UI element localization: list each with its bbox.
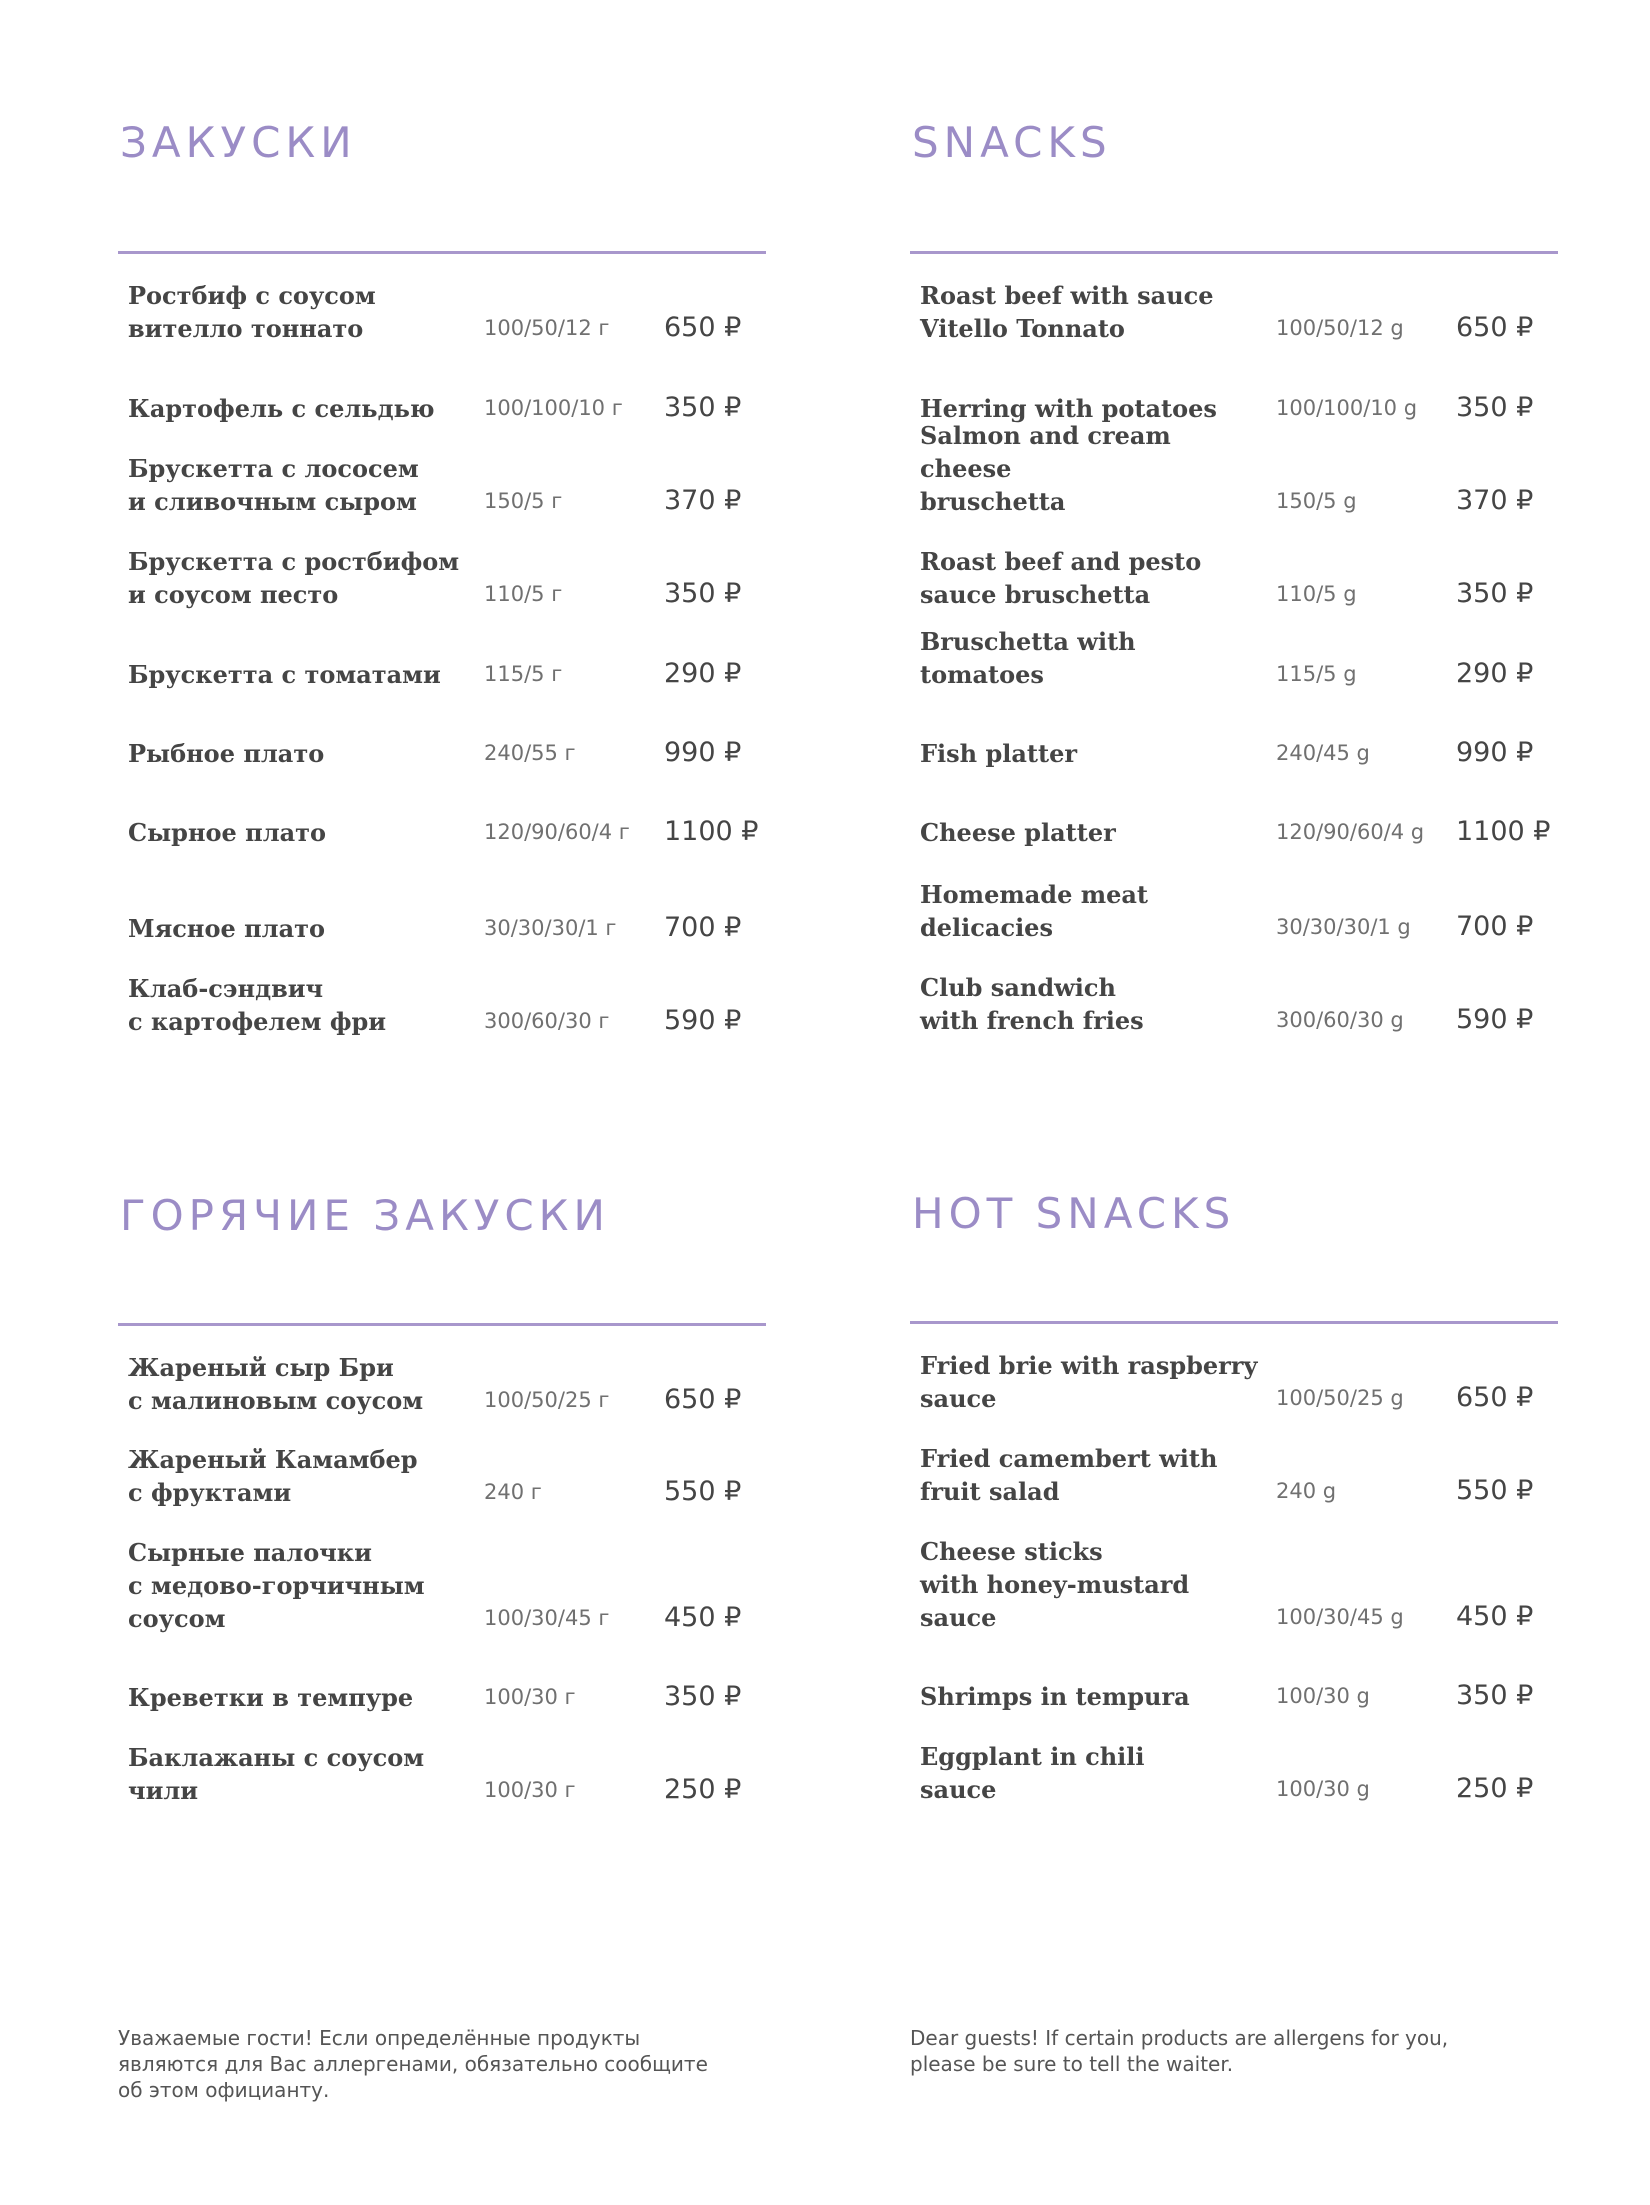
item-price: 350 ₽	[1456, 1680, 1534, 1711]
item-price: 1100 ₽	[1456, 816, 1551, 847]
allergen-notice-ru: Уважаемые гости! Если определённые продукты являются для Вас аллергенами, обязательно сообщите об этом официанту.	[118, 2026, 708, 2102]
item-weight: 100/100/10 g	[1276, 396, 1418, 420]
menu-item	[910, 1680, 1560, 1713]
section-title: SNACKS	[912, 118, 1112, 167]
item-price: 290 ₽	[664, 658, 742, 689]
menu-item	[910, 281, 1560, 345]
allergen-notice-en: Dear guests! If certain products are allergens for you, please be sure to tell the waiter.	[910, 2026, 1449, 2076]
item-price: 370 ₽	[664, 485, 742, 516]
item-weight: 300/60/30 г	[484, 1009, 610, 1033]
item-weight: 100/30/45 г	[484, 1606, 610, 1630]
item-weight: 100/30 g	[1276, 1684, 1370, 1708]
item-weight: 150/5 г	[484, 489, 563, 513]
menu-item	[118, 281, 768, 345]
item-weight: 100/50/12 г	[484, 316, 610, 340]
item-name: Shrimps in tempura	[920, 1682, 1190, 1711]
item-price: 350 ₽	[664, 1681, 742, 1712]
menu-item	[118, 816, 768, 849]
item-weight: 100/30/45 g	[1276, 1605, 1404, 1629]
item-name: Мясное плато	[128, 914, 326, 943]
item-name: Fried camembert with fruit salad	[920, 1444, 1218, 1506]
menu-item	[118, 392, 768, 425]
menu-item	[910, 973, 1560, 1037]
item-weight: 120/90/60/4 г	[484, 820, 630, 844]
item-name: Club sandwich with french fries	[920, 973, 1144, 1035]
item-price: 350 ₽	[1456, 578, 1534, 609]
item-weight: 115/5 г	[484, 662, 563, 686]
item-weight: 100/30 g	[1276, 1777, 1370, 1801]
menu-item	[910, 547, 1560, 611]
item-weight: 100/30 г	[484, 1685, 576, 1709]
item-weight: 100/50/25 г	[484, 1388, 610, 1412]
item-price: 370 ₽	[1456, 485, 1534, 516]
section-divider	[118, 251, 766, 254]
menu-item	[910, 1537, 1560, 1634]
item-name: Homemade meat delicacies	[920, 880, 1148, 942]
menu-item	[118, 1353, 768, 1417]
item-name: Сырные палочки с медово-горчичным соусом	[128, 1538, 425, 1633]
item-weight: 150/5 g	[1276, 489, 1357, 513]
item-name: Баклажаны с соусом чили	[128, 1743, 425, 1805]
item-name: Брускетта с ростбифом и соусом песто	[128, 547, 460, 609]
item-weight: 110/5 г	[484, 582, 563, 606]
menu-item	[118, 658, 768, 691]
item-price: 350 ₽	[664, 392, 742, 423]
item-weight: 120/90/60/4 g	[1276, 820, 1425, 844]
item-name: Roast beef with sauce Vitello Tonnato	[920, 281, 1214, 343]
menu-item	[118, 737, 768, 770]
menu-item	[910, 1351, 1560, 1415]
item-price: 450 ₽	[1456, 1601, 1534, 1632]
item-price: 550 ₽	[1456, 1475, 1534, 1506]
menu-item	[118, 454, 768, 518]
item-weight: 240 g	[1276, 1479, 1337, 1503]
item-name: Herring with potatoes	[920, 394, 1217, 423]
item-price: 650 ₽	[1456, 1382, 1534, 1413]
item-price: 350 ₽	[664, 578, 742, 609]
item-name: Сырное плато	[128, 818, 327, 847]
item-name: Креветки в темпуре	[128, 1683, 414, 1712]
item-weight: 30/30/30/1 g	[1276, 915, 1411, 939]
item-price: 650 ₽	[664, 312, 742, 343]
item-price: 250 ₽	[664, 1774, 742, 1805]
menu-item	[910, 1444, 1560, 1508]
item-weight: 240 г	[484, 1480, 542, 1504]
section-divider	[910, 1321, 1558, 1324]
item-name: Fish platter	[920, 739, 1078, 768]
item-name: Eggplant in chili sauce	[920, 1742, 1145, 1804]
item-name: Клаб-сэндвич с картофелем фри	[128, 974, 387, 1036]
item-name: Roast beef and pesto sauce bruschetta	[920, 547, 1202, 609]
menu-item	[118, 1538, 768, 1635]
item-name: Брускетта с томатами	[128, 660, 441, 689]
item-price: 700 ₽	[1456, 911, 1534, 942]
menu-item	[118, 1681, 768, 1714]
menu-item	[910, 880, 1560, 944]
item-price: 650 ₽	[1456, 312, 1534, 343]
item-price: 590 ₽	[664, 1005, 742, 1036]
item-price: 550 ₽	[664, 1476, 742, 1507]
section-title: ГОРЯЧИЕ ЗАКУСКИ	[120, 1191, 610, 1240]
item-name: Cheese sticks with honey-mustard sauce	[920, 1537, 1190, 1632]
menu-item	[910, 737, 1560, 770]
item-price: 650 ₽	[664, 1384, 742, 1415]
menu-item	[910, 816, 1560, 849]
section-divider	[118, 1323, 766, 1326]
item-weight: 240/55 г	[484, 741, 576, 765]
menu-item	[910, 1742, 1560, 1806]
menu-item	[910, 421, 1560, 518]
item-weight: 240/45 g	[1276, 741, 1370, 765]
menu-item	[118, 1743, 768, 1807]
menu-item	[118, 1445, 768, 1509]
menu-item	[118, 912, 768, 945]
item-price: 700 ₽	[664, 912, 742, 943]
section-divider	[910, 251, 1558, 254]
item-price: 990 ₽	[1456, 737, 1534, 768]
item-name: Рыбное плато	[128, 739, 325, 768]
section-title: ЗАКУСКИ	[120, 118, 357, 167]
item-name: Брускетта с лососем и сливочным сыром	[128, 454, 419, 516]
item-weight: 110/5 g	[1276, 582, 1357, 606]
item-name: Картофель с сельдью	[128, 394, 435, 423]
item-weight: 30/30/30/1 г	[484, 916, 617, 940]
item-name: Salmon and cream cheese bruschetta	[920, 421, 1171, 516]
menu-item	[118, 974, 768, 1038]
item-name: Cheese platter	[920, 818, 1116, 847]
item-weight: 115/5 g	[1276, 662, 1357, 686]
item-price: 990 ₽	[664, 737, 742, 768]
menu-item	[910, 627, 1560, 691]
item-name: Жареный Камамбер с фруктами	[128, 1445, 418, 1507]
item-price: 1100 ₽	[664, 816, 759, 847]
item-weight: 100/50/25 g	[1276, 1386, 1404, 1410]
item-weight: 100/50/12 g	[1276, 316, 1404, 340]
item-weight: 100/100/10 г	[484, 396, 623, 420]
item-weight: 300/60/30 g	[1276, 1008, 1404, 1032]
item-weight: 100/30 г	[484, 1778, 576, 1802]
section-title: HOT SNACKS	[912, 1189, 1236, 1238]
item-name: Bruschetta with tomatoes	[920, 627, 1136, 689]
item-name: Ростбиф с соусом вителло тоннато	[128, 281, 376, 343]
item-price: 350 ₽	[1456, 392, 1534, 423]
item-name: Fried brie with raspberry sauce	[920, 1351, 1258, 1413]
item-price: 590 ₽	[1456, 1004, 1534, 1035]
menu-item	[118, 547, 768, 611]
item-price: 450 ₽	[664, 1602, 742, 1633]
item-name: Жареный сыр Бри с малиновым соусом	[128, 1353, 424, 1415]
item-price: 250 ₽	[1456, 1773, 1534, 1804]
item-price: 290 ₽	[1456, 658, 1534, 689]
